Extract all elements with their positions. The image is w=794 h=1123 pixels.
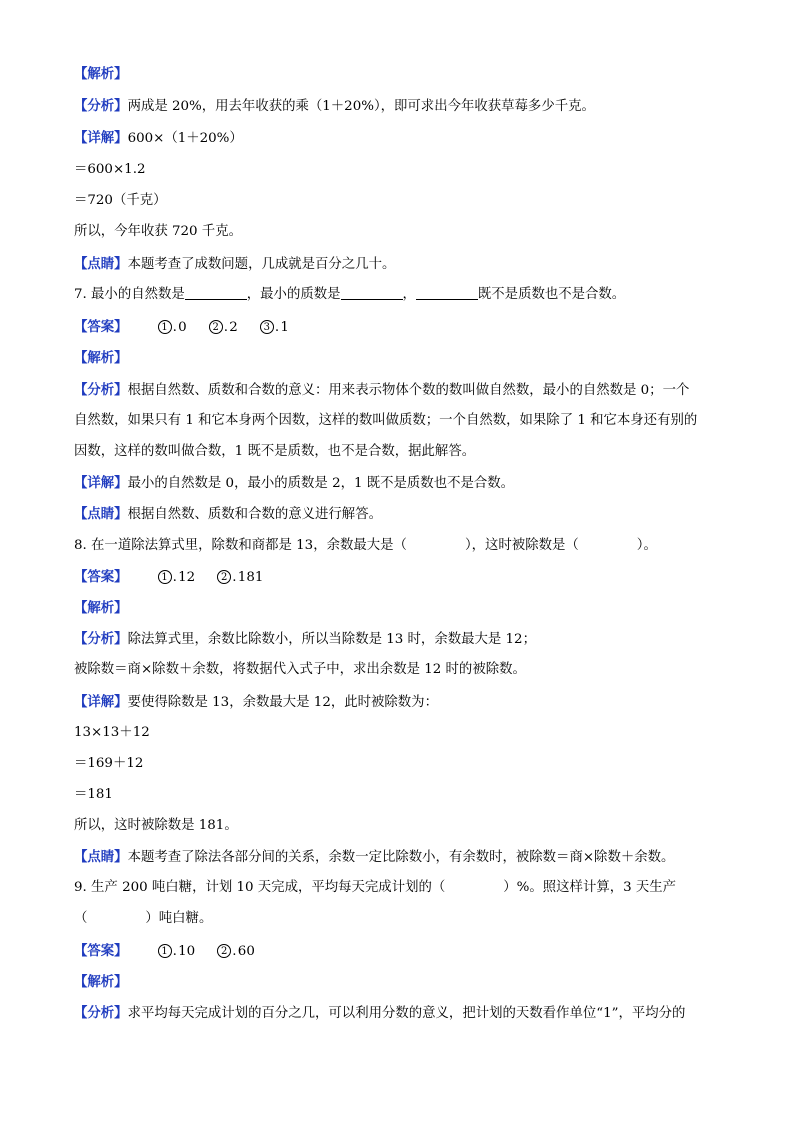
q9-text-1: 生产 200 吨白糖，计划 10 天完成，平均每天完成计划的（ bbox=[91, 880, 446, 895]
q6-calc-2: ＝600×1.2 bbox=[74, 162, 146, 177]
q6-calc-1: 600×（1＋20%） bbox=[127, 131, 243, 146]
tag-xiangjie: 【详解】 bbox=[74, 130, 128, 146]
tag-jiexi: 【解析】 bbox=[74, 350, 128, 366]
tag-dianjing: 【点睛】 bbox=[74, 256, 128, 272]
q9-number: 9. bbox=[74, 880, 92, 895]
q7-text-2: ，最小的质数是 bbox=[246, 287, 341, 302]
q8-calc-3: ＝181 bbox=[74, 787, 113, 802]
q8-dianjing-text: 本题考查了除法各部分间的关系，余数一定比除数小，有余数时，被除数＝商×除数＋余数。 bbox=[127, 850, 675, 865]
q6-dianjing bbox=[74, 254, 395, 275]
q7-number: 7. bbox=[74, 287, 92, 302]
q7-blank-1 bbox=[185, 285, 247, 300]
tag-daan: 【答案】 bbox=[74, 943, 128, 959]
q7-fenxi-3: 因数，这样的数叫做合数，1 既不是质数，也不是合数，据此解答。 bbox=[74, 444, 476, 459]
q7-dianjing bbox=[74, 504, 382, 525]
tag-xiangjie: 【详解】 bbox=[74, 694, 128, 710]
q7-xiangjie bbox=[74, 473, 514, 494]
q8-text-3: ）。 bbox=[636, 538, 657, 553]
q7-text-1: 最小的自然数是 bbox=[91, 287, 185, 302]
circled-number: 3 bbox=[260, 320, 274, 334]
q8-text-2: ），这时被除数是（ bbox=[464, 538, 579, 553]
q8-xiangjie bbox=[74, 692, 438, 713]
q8-fenxi-text-1: 除法算式里，余数比除数小，所以当除数是 13 时，余数最大是 12； bbox=[127, 632, 536, 647]
q6-conclusion: 所以，今年收获 720 千克。 bbox=[74, 224, 242, 239]
q8-calc-1: 13×13＋12 bbox=[74, 725, 150, 740]
q8-calc-2: ＝169＋12 bbox=[74, 756, 144, 771]
q8-answer-2: 181 bbox=[237, 570, 264, 585]
q9-question-2 bbox=[74, 909, 212, 929]
q7-blank-2 bbox=[341, 285, 403, 300]
q8-text-1: 在一道除法算式里，除数和商都是 13，余数最大是（ bbox=[91, 538, 407, 553]
q7-fenxi-1 bbox=[74, 380, 689, 401]
q8-question bbox=[74, 536, 657, 556]
tag-jiexi: 【解析】 bbox=[74, 600, 128, 616]
analysis-heading bbox=[74, 64, 128, 85]
q7-answer-1: 0 bbox=[178, 320, 187, 335]
circled-number: 1 bbox=[158, 570, 172, 584]
q9-fenxi-text-1: 求平均每天完成计划的百分之几，可以利用分数的意义，把计划的天数看作单位“1”，平均分的 bbox=[127, 1006, 686, 1021]
q7-answer-3: 1 bbox=[280, 320, 289, 335]
circled-number: 2 bbox=[217, 570, 231, 584]
q7-fenxi-2: 自然数，如果只有 1 和它本身两个因数，这样的数叫做质数；一个自然数，如果除了 1 和它本身还有别的 bbox=[74, 413, 698, 428]
tag-jiexi: 【解析】 bbox=[74, 66, 128, 82]
q8-answer-1: 12 bbox=[178, 570, 196, 585]
q8-conclusion: 所以，这时被除数是 181。 bbox=[74, 818, 238, 833]
q8-fenxi-2: 被除数＝商×除数＋余数，将数据代入式子中，求出余数是 12 时的被除数。 bbox=[74, 662, 526, 677]
q6-fenxi bbox=[74, 96, 595, 117]
q9-answer-2: 60 bbox=[237, 944, 255, 959]
q7-answer-2: 2 bbox=[229, 320, 238, 335]
tag-fenxi: 【分析】 bbox=[74, 1005, 128, 1021]
circled-number: 1 bbox=[158, 944, 172, 958]
q7-blank-3 bbox=[416, 285, 478, 300]
q8-number: 8. bbox=[74, 538, 92, 553]
tag-dianjing: 【点睛】 bbox=[74, 506, 128, 522]
tag-xiangjie: 【详解】 bbox=[74, 475, 128, 491]
tag-fenxi: 【分析】 bbox=[74, 382, 128, 398]
q8-answer: 【答案】 1 . 12 2 . 181 bbox=[74, 569, 264, 585]
tag-fenxi: 【分析】 bbox=[74, 631, 128, 647]
tag-daan: 【答案】 bbox=[74, 569, 128, 585]
q9-text-3: （ bbox=[74, 911, 88, 926]
q8-fenxi-1 bbox=[74, 629, 536, 650]
q9-analysis-heading bbox=[74, 972, 128, 993]
tag-fenxi: 【分析】 bbox=[74, 98, 128, 114]
q9-text-2: ）%。照这样计算，3 天生产 bbox=[503, 880, 677, 895]
q8-dianjing bbox=[74, 847, 674, 868]
q7-answer: 【答案】 1 . 0 2 . 2 3 . 1 bbox=[74, 319, 289, 335]
q7-analysis-heading bbox=[74, 348, 128, 369]
q9-text-4: ）吨白糖。 bbox=[145, 911, 213, 926]
q8-analysis-heading bbox=[74, 598, 128, 619]
q6-fenxi-text: 两成是 20%，用去年收获的乘（1＋20%），即可求出今年收获草莓多少千克。 bbox=[127, 99, 595, 114]
circled-number: 1 bbox=[158, 320, 172, 334]
tag-daan: 【答案】 bbox=[74, 319, 128, 335]
q7-xiangjie-text: 最小的自然数是 0，最小的质数是 2，1 既不是质数也不是合数。 bbox=[127, 476, 515, 491]
q9-question-1 bbox=[74, 878, 676, 898]
q7-question bbox=[74, 285, 625, 305]
q6-calc-3: ＝720（千克） bbox=[74, 193, 167, 208]
q9-answer-1: 10 bbox=[178, 944, 196, 959]
q7-text-4: 既不是质数也不是合数。 bbox=[477, 287, 626, 302]
q8-xiangjie-text: 要使得除数是 13，余数最大是 12，此时被除数为： bbox=[127, 695, 438, 710]
tag-jiexi: 【解析】 bbox=[74, 974, 128, 990]
q7-fenxi-text-1: 根据自然数、质数和合数的意义：用来表示物体个数的数叫做自然数，最小的自然数是 0；一个 bbox=[127, 383, 690, 398]
q7-text-3: ， bbox=[402, 287, 416, 302]
tag-dianjing: 【点睛】 bbox=[74, 849, 128, 865]
circled-number: 2 bbox=[209, 320, 223, 334]
q6-xiangjie bbox=[74, 128, 243, 149]
q7-dianjing-text: 根据自然数、质数和合数的意义进行解答。 bbox=[127, 507, 382, 522]
q9-answer: 【答案】 1 . 10 2 . 60 bbox=[74, 943, 255, 959]
circled-number: 2 bbox=[217, 944, 231, 958]
q6-dianjing-text: 本题考查了成数问题，几成就是百分之几十。 bbox=[127, 257, 396, 272]
q9-fenxi-1 bbox=[74, 1003, 685, 1024]
